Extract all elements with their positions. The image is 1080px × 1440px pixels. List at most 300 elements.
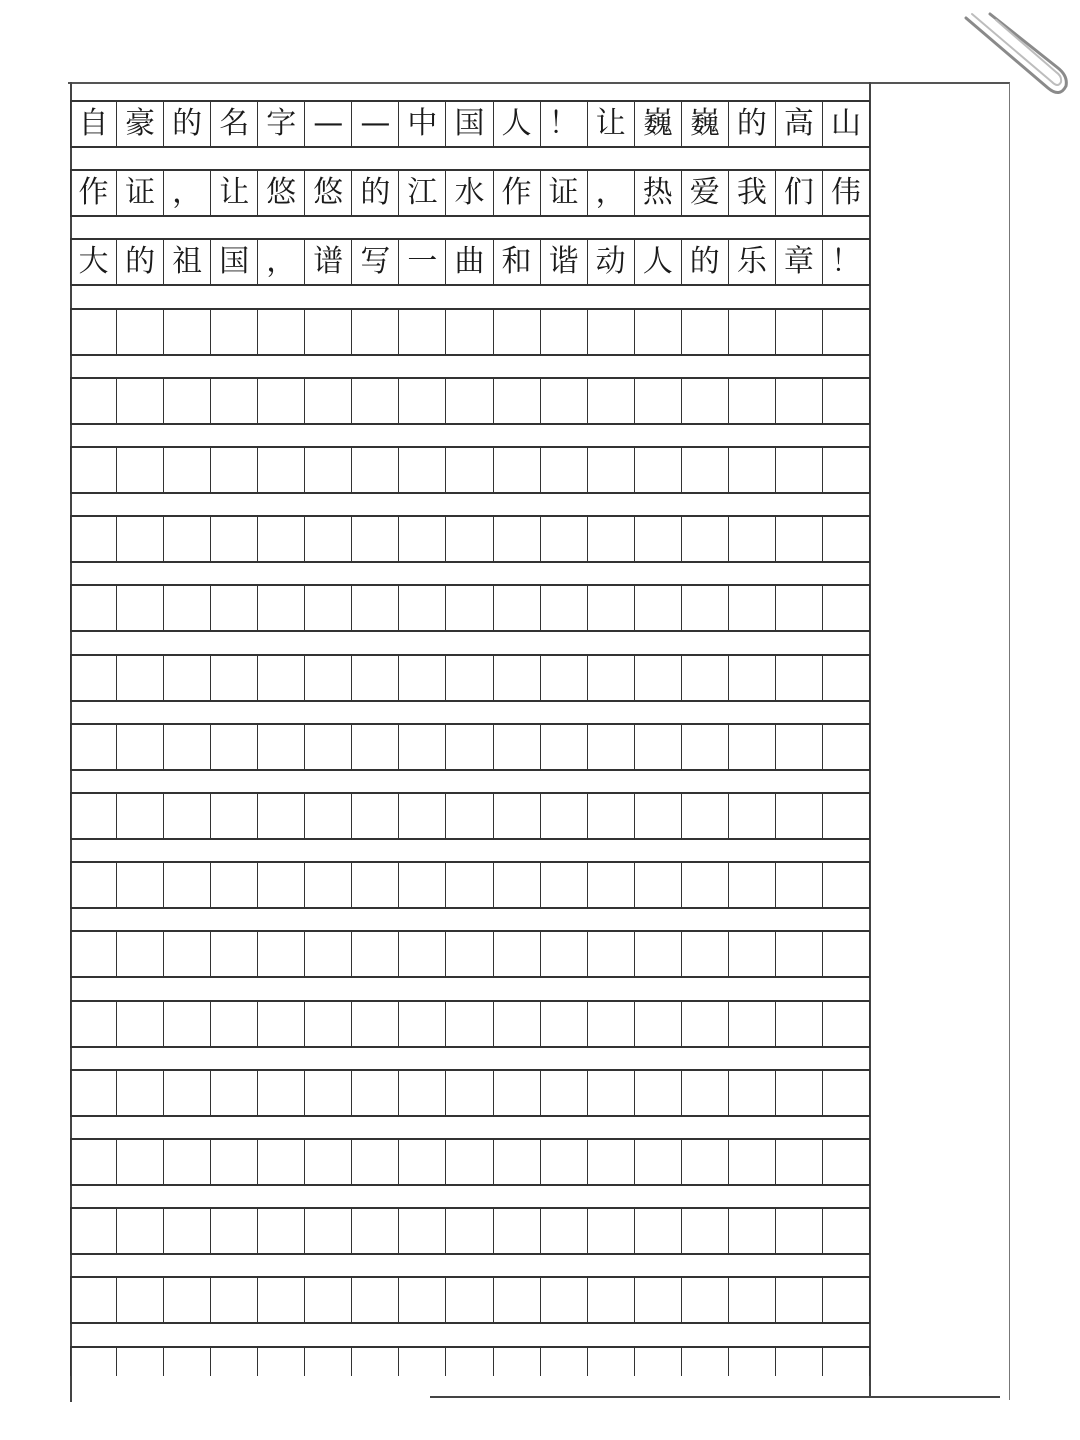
- grid-cell: [729, 1278, 776, 1322]
- grid-cell: 字: [258, 102, 305, 146]
- grid-cell: [823, 1002, 870, 1046]
- grid-cell: [352, 1278, 399, 1322]
- grid-cell: [494, 517, 541, 561]
- grid-cell: [70, 1002, 117, 1046]
- grid-cell: [399, 932, 446, 976]
- grid-cell: [588, 586, 635, 630]
- grid-cell: 谐: [541, 240, 588, 284]
- grid-cell: [258, 794, 305, 838]
- grid-cell: [446, 310, 493, 354]
- grid-cell: 谱: [305, 240, 352, 284]
- grid-cell: [211, 932, 258, 976]
- grid-cell: [258, 1002, 305, 1046]
- grid-cell: [70, 656, 117, 700]
- grid-cell: [588, 448, 635, 492]
- grid-cell: [588, 1348, 635, 1376]
- grid-cell: [823, 379, 870, 423]
- partial-row: [70, 1346, 870, 1376]
- grid-cell: [117, 1348, 164, 1376]
- grid-cell: [70, 1348, 117, 1376]
- grid-cell: 热: [635, 171, 682, 215]
- grid-cell: [635, 794, 682, 838]
- grid-cell: [494, 448, 541, 492]
- grid-cell: [258, 448, 305, 492]
- grid-cell: [70, 1278, 117, 1322]
- grid-cell: ！: [541, 102, 588, 146]
- grid-cell: [541, 1278, 588, 1322]
- grid-cell: [682, 586, 729, 630]
- grid-cell: [682, 1071, 729, 1115]
- grid-cell: 豪: [117, 102, 164, 146]
- grid-cell: [399, 1348, 446, 1376]
- grid-cell: [682, 379, 729, 423]
- grid-cell: [682, 517, 729, 561]
- grid-cell: [352, 863, 399, 907]
- empty-row: [70, 515, 870, 563]
- grid-cell: [541, 310, 588, 354]
- grid-cell: [494, 794, 541, 838]
- grid-cell: [352, 1140, 399, 1184]
- grid-cell: [399, 656, 446, 700]
- grid-cell: [399, 863, 446, 907]
- grid-cell: 的: [729, 102, 776, 146]
- grid-cell: [588, 1278, 635, 1322]
- grid-cell: [776, 1002, 823, 1046]
- grid-cell: [776, 1209, 823, 1253]
- empty-row: [70, 723, 870, 771]
- grid-cell: [729, 725, 776, 769]
- grid-cell: [399, 1209, 446, 1253]
- grid-cell: [446, 586, 493, 630]
- grid-cell: [352, 932, 399, 976]
- grid-cell: [588, 863, 635, 907]
- grid-cell: [494, 379, 541, 423]
- grid-cell: [305, 1002, 352, 1046]
- text-row: [70, 238, 870, 286]
- grid-cell: [211, 863, 258, 907]
- grid-cell: [729, 656, 776, 700]
- grid-cell: —: [305, 102, 352, 146]
- grid-cell: [635, 1140, 682, 1184]
- grid-cell: [823, 725, 870, 769]
- grid-cell: [399, 1278, 446, 1322]
- grid-cell: [588, 1140, 635, 1184]
- grid-cell: [117, 794, 164, 838]
- grid-cell: 曲: [446, 240, 493, 284]
- grid-cell: [635, 1209, 682, 1253]
- grid-cell: [682, 1209, 729, 1253]
- grid-cell: [635, 379, 682, 423]
- grid-cell: [352, 1002, 399, 1046]
- empty-row: [70, 654, 870, 702]
- grid-cell: [541, 1348, 588, 1376]
- grid-cell: [117, 725, 164, 769]
- grid-cell: [588, 1002, 635, 1046]
- grid-cell: [776, 448, 823, 492]
- grid-cell: [494, 586, 541, 630]
- empty-row: [70, 377, 870, 425]
- grid-cell: [541, 448, 588, 492]
- grid-cell: [164, 932, 211, 976]
- grid-cell: [305, 656, 352, 700]
- grid-cell: [352, 310, 399, 354]
- grid-cell: 国: [446, 102, 493, 146]
- grid-cell: ，: [258, 240, 305, 284]
- grid-cell: [635, 1071, 682, 1115]
- grid-cell: [211, 725, 258, 769]
- grid-cell: [211, 310, 258, 354]
- grid-cell: [70, 586, 117, 630]
- grid-cell: 证: [117, 171, 164, 215]
- grid-cell: [305, 1348, 352, 1376]
- grid-cell: [117, 1278, 164, 1322]
- grid-cell: [588, 932, 635, 976]
- grid-cell: [588, 1071, 635, 1115]
- grid-cell: [399, 379, 446, 423]
- empty-row: [70, 792, 870, 840]
- empty-row: [70, 1207, 870, 1255]
- grid-cell: —: [352, 102, 399, 146]
- grid-cell: [352, 1071, 399, 1115]
- grid-cell: [164, 1209, 211, 1253]
- grid-cell: [446, 517, 493, 561]
- grid-cell: [164, 656, 211, 700]
- grid-cell: [635, 586, 682, 630]
- grid-cell: [776, 656, 823, 700]
- grid-cell: [729, 448, 776, 492]
- grid-cell: 我: [729, 171, 776, 215]
- grid-cell: [446, 1209, 493, 1253]
- grid-cell: [776, 1071, 823, 1115]
- grid-cell: [117, 656, 164, 700]
- grid-cell: [305, 1278, 352, 1322]
- grid-cell: 让: [211, 171, 258, 215]
- grid-cell: [494, 1071, 541, 1115]
- grid-cell: 的: [164, 102, 211, 146]
- grid-cell: [70, 379, 117, 423]
- grid-cell: [164, 379, 211, 423]
- grid-cell: 高: [776, 102, 823, 146]
- grid-cell: [682, 794, 729, 838]
- character-grid: [70, 100, 870, 1400]
- grid-cell: [729, 932, 776, 976]
- grid-cell: 一: [399, 240, 446, 284]
- grid-cell: [305, 448, 352, 492]
- grid-cell: [211, 586, 258, 630]
- grid-cell: [635, 310, 682, 354]
- grid-cell: [399, 794, 446, 838]
- grid-cell: [494, 863, 541, 907]
- grid-cell: [352, 1209, 399, 1253]
- grid-cell: [117, 1140, 164, 1184]
- grid-cell: [823, 310, 870, 354]
- grid-cell: [258, 517, 305, 561]
- grid-cell: 作: [494, 171, 541, 215]
- empty-row: [70, 1069, 870, 1117]
- grid-cell: [352, 517, 399, 561]
- grid-cell: [635, 863, 682, 907]
- grid-cell: 和: [494, 240, 541, 284]
- grid-cell: [446, 379, 493, 423]
- grid-cell: 中: [399, 102, 446, 146]
- grid-cell: [352, 448, 399, 492]
- grid-cell: 们: [776, 171, 823, 215]
- grid-cell: 的: [352, 171, 399, 215]
- grid-cell: [588, 1209, 635, 1253]
- grid-cell: [117, 863, 164, 907]
- grid-cell: [446, 1278, 493, 1322]
- grid-cell: ！: [823, 240, 870, 284]
- grid-cell: [305, 586, 352, 630]
- grid-cell: 爱: [682, 171, 729, 215]
- grid-cell: 山: [823, 102, 870, 146]
- text-row: [70, 169, 870, 217]
- grid-cell: [541, 656, 588, 700]
- grid-cell: [541, 1209, 588, 1253]
- grid-cell: [164, 586, 211, 630]
- grid-cell: ，: [588, 171, 635, 215]
- grid-cell: [258, 379, 305, 423]
- grid-cell: [164, 448, 211, 492]
- grid-cell: [776, 517, 823, 561]
- grid-cell: [682, 932, 729, 976]
- empty-row: [70, 1276, 870, 1324]
- grid-cell: [305, 794, 352, 838]
- grid-cell: [729, 1071, 776, 1115]
- grid-cell: [258, 310, 305, 354]
- grid-cell: [399, 517, 446, 561]
- grid-cell: [635, 1348, 682, 1376]
- grid-cell: [70, 1209, 117, 1253]
- empty-row: [70, 1000, 870, 1048]
- grid-cell: [305, 1140, 352, 1184]
- grid-cell: [823, 656, 870, 700]
- grid-cell: 名: [211, 102, 258, 146]
- grid-cell: [446, 448, 493, 492]
- grid-cell: [258, 656, 305, 700]
- grid-cell: [682, 310, 729, 354]
- grid-cell: [164, 1140, 211, 1184]
- grid-cell: [541, 1002, 588, 1046]
- grid-cell: [305, 863, 352, 907]
- grid-cell: [588, 794, 635, 838]
- grid-cell: [258, 1209, 305, 1253]
- grid-cell: [211, 448, 258, 492]
- grid-cell: [305, 517, 352, 561]
- grid-cell: [776, 1348, 823, 1376]
- grid-cell: [635, 725, 682, 769]
- grid-cell: [588, 517, 635, 561]
- grid-cell: [729, 379, 776, 423]
- grid-cell: [164, 794, 211, 838]
- grid-cell: [258, 1348, 305, 1376]
- grid-cell: 写: [352, 240, 399, 284]
- grid-cell: [776, 586, 823, 630]
- grid-cell: [446, 725, 493, 769]
- grid-cell: [258, 586, 305, 630]
- grid-cell: [211, 1140, 258, 1184]
- grid-cell: [541, 517, 588, 561]
- grid-cell: 江: [399, 171, 446, 215]
- grid-cell: [635, 932, 682, 976]
- grid-cell: [164, 1002, 211, 1046]
- grid-cell: [494, 310, 541, 354]
- grid-cell: [823, 1348, 870, 1376]
- grid-cell: [682, 1002, 729, 1046]
- grid-cell: 章: [776, 240, 823, 284]
- grid-cell: [823, 1278, 870, 1322]
- grid-cell: [776, 310, 823, 354]
- grid-cell: [446, 932, 493, 976]
- grid-cell: [541, 794, 588, 838]
- grid-cell: 让: [588, 102, 635, 146]
- grid-cell: [117, 586, 164, 630]
- grid-cell: 大: [70, 240, 117, 284]
- grid-cell: [776, 1140, 823, 1184]
- grid-cell: [305, 1071, 352, 1115]
- grid-cell: [164, 1348, 211, 1376]
- grid-cell: [494, 1002, 541, 1046]
- grid-cell: [164, 310, 211, 354]
- grid-cell: [117, 1209, 164, 1253]
- grid-cell: [117, 379, 164, 423]
- grid-cell: [70, 932, 117, 976]
- grid-cell: [164, 725, 211, 769]
- grid-cell: [635, 1002, 682, 1046]
- empty-row: [70, 930, 870, 978]
- grid-cell: [729, 1209, 776, 1253]
- grid-cell: [541, 379, 588, 423]
- grid-cell: [823, 794, 870, 838]
- grid-cell: [305, 310, 352, 354]
- grid-cell: [399, 448, 446, 492]
- grid-cell: [729, 586, 776, 630]
- grid-cell: [117, 1002, 164, 1046]
- grid-cell: 祖: [164, 240, 211, 284]
- grid-cell: [211, 1002, 258, 1046]
- grid-cell: [446, 863, 493, 907]
- grid-cell: [588, 656, 635, 700]
- grid-cell: [446, 1002, 493, 1046]
- text-row: [70, 100, 870, 148]
- grid-cell: [541, 1140, 588, 1184]
- grid-cell: [352, 379, 399, 423]
- grid-cell: [541, 863, 588, 907]
- grid-cell: [446, 656, 493, 700]
- grid-cell: [494, 932, 541, 976]
- grid-cell: [70, 310, 117, 354]
- grid-cell: [399, 1002, 446, 1046]
- grid-cell: [823, 1071, 870, 1115]
- grid-cell: [352, 1348, 399, 1376]
- grid-cell: [117, 310, 164, 354]
- grid-cell: [352, 586, 399, 630]
- grid-cell: [494, 656, 541, 700]
- grid-cell: [305, 379, 352, 423]
- grid-cell: [352, 794, 399, 838]
- grid-cell: 作: [70, 171, 117, 215]
- grid-cell: [776, 1278, 823, 1322]
- grid-cell: [258, 1278, 305, 1322]
- grid-cell: [70, 794, 117, 838]
- grid-cell: [823, 448, 870, 492]
- grid-cell: [682, 725, 729, 769]
- grid-cell: 人: [635, 240, 682, 284]
- grid-cell: [823, 586, 870, 630]
- grid-cell: [164, 863, 211, 907]
- grid-cell: 伟: [823, 171, 870, 215]
- grid-cell: [258, 1071, 305, 1115]
- grid-cell: [823, 1209, 870, 1253]
- grid-cell: [446, 1140, 493, 1184]
- grid-cell: [446, 1071, 493, 1115]
- grid-cell: [258, 1140, 305, 1184]
- grid-cell: [164, 1278, 211, 1322]
- grid-cell: [70, 448, 117, 492]
- grid-cell: [399, 310, 446, 354]
- grid-cell: [776, 863, 823, 907]
- grid-cell: [117, 1071, 164, 1115]
- grid-cell: [494, 1278, 541, 1322]
- grid-cell: 人: [494, 102, 541, 146]
- grid-cell: [635, 1278, 682, 1322]
- grid-cell: [164, 1071, 211, 1115]
- grid-cell: [70, 863, 117, 907]
- grid-cell: [399, 586, 446, 630]
- grid-cell: [776, 794, 823, 838]
- grid-cell: 水: [446, 171, 493, 215]
- grid-cell: 的: [117, 240, 164, 284]
- grid-cell: 巍: [682, 102, 729, 146]
- grid-cell: [682, 1348, 729, 1376]
- grid-cell: 巍: [635, 102, 682, 146]
- grid-cell: [211, 1278, 258, 1322]
- grid-cell: [446, 1348, 493, 1376]
- grid-cell: [305, 725, 352, 769]
- grid-cell: 乐: [729, 240, 776, 284]
- grid-cell: [729, 517, 776, 561]
- grid-cell: 国: [211, 240, 258, 284]
- grid-cell: [729, 863, 776, 907]
- grid-cell: [399, 1140, 446, 1184]
- grid-cell: [682, 863, 729, 907]
- grid-cell: [352, 656, 399, 700]
- empty-row: [70, 308, 870, 356]
- grid-cell: [541, 1071, 588, 1115]
- grid-cell: [494, 1348, 541, 1376]
- grid-cell: [541, 586, 588, 630]
- grid-cell: 悠: [305, 171, 352, 215]
- grid-cell: [211, 1209, 258, 1253]
- grid-cell: [399, 1071, 446, 1115]
- empty-row: [70, 1138, 870, 1186]
- grid-cell: [70, 725, 117, 769]
- grid-cell: 自: [70, 102, 117, 146]
- grid-cell: 悠: [258, 171, 305, 215]
- grid-cell: [70, 517, 117, 561]
- grid-cell: [399, 725, 446, 769]
- grid-cell: [258, 725, 305, 769]
- empty-row: [70, 446, 870, 494]
- grid-cell: [682, 1278, 729, 1322]
- grid-cell: [635, 517, 682, 561]
- grid-cell: [776, 725, 823, 769]
- grid-cell: [70, 1140, 117, 1184]
- grid-cell: [211, 1071, 258, 1115]
- grid-cell: [352, 725, 399, 769]
- grid-cell: [446, 794, 493, 838]
- grid-cell: [729, 310, 776, 354]
